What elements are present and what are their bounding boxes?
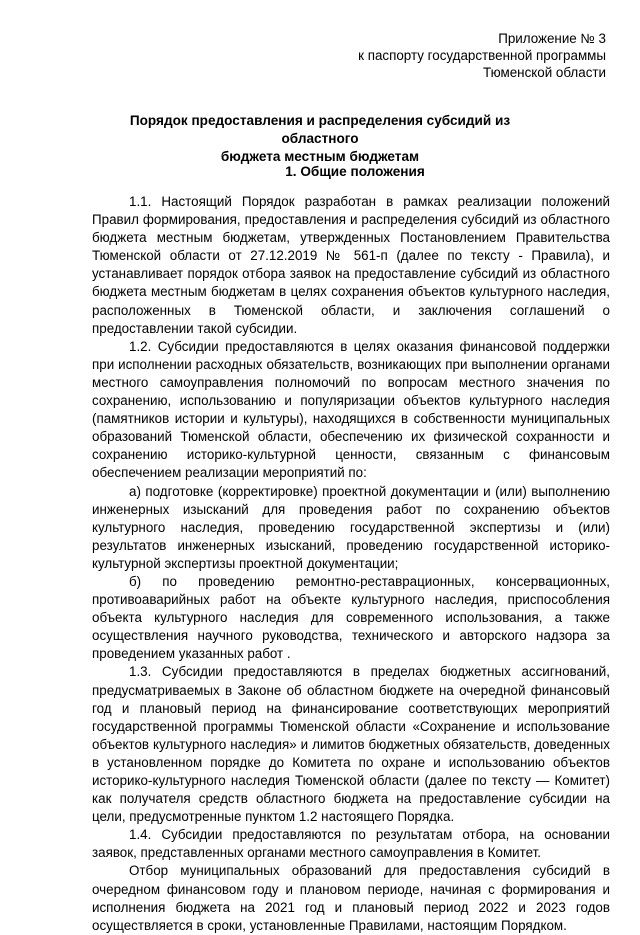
appendix-line-2: к паспорту государственной программы [358, 48, 606, 63]
appendix-line-3: Тюменской области [483, 65, 606, 80]
paragraph-1-2: 1.2. Субсидии предоставляются в целях оказания финансовой поддержки при исполнении расходных обязательств, возникающих при выполнении органами местного самоуправления полномочий по вопросам местного значения по сохранению, использованию и популяризации объектов культурного наследия (памятников истории и культуры), находящихся в собственности муниципальных образований Тюменской области, обеспечению их физической сохранности и сохранению историко-культурной ценности, связанным с финансовым обеспечением реализации мероприятий по: [92, 338, 610, 481]
document-title-line-1: Порядок предоставления и распределения субсидий из областного [129, 113, 511, 146]
appendix-line-1: Приложение № 3 [498, 31, 606, 46]
paragraph-item-a: а) подготовке (корректировке) проектной документации и (или) выполнению инженерных изысканий для проведения работ по сохранению объектов культурного наследия, проведению государственной экспертизы и (или) результатов инженерных изысканий, проведению государственной историко-культурной экспертизы проектной документации; [92, 483, 610, 571]
paragraph-1-3: 1.3. Субсидии предоставляются в пределах бюджетных ассигнований, предусматриваемых в Законе об областном бюджете на очередной финансовый год и плановый период на финансирование соответствующих мероприятий государственной программы Тюменской области «Сохранение и использование объектов культурного наследия» и лимитов бюджетных обязательств, доведенных в установленном порядке до Комитета по охране и использованию объектов историко-культурного наследия Тюменской области (далее по тексту — Комитет) как получателя средств областного бюджета на предоставление субсидии на цели, предусмотренные пунктом 1.2 настоящего Порядка. [92, 664, 610, 825]
section-heading: 1. Общие положения [285, 164, 425, 179]
paragraph-1-4: 1.4. Субсидии предоставляются по результатам отбора, на основании заявок, представленных органами местного самоуправления в Комитет. [92, 827, 610, 861]
paragraph-1-1: 1.1. Настоящий Порядок разработан в рамках реализации положений Правил формирования, предоставления и распределения субсидий из областного бюджета местным бюджетам, утвержденных Постановлением Правительства Тюменской области от 27.12.2019 № 561-п (далее по тексту - Правила), и устанавливает порядок отбора заявок на предоставление субсидий из областного бюджета местным бюджетам в целях сохранения объектов культурного наследия, расположенных в Тюменской области, и заключения соглашений о предоставлении такой субсидии. [92, 194, 610, 336]
appendix-header [286, 30, 606, 81]
document-title [100, 112, 540, 166]
document-body [92, 193, 610, 935]
document-title-line-2: бюджета местным бюджетам [220, 149, 420, 164]
paragraph-item-b: б) по проведению ремонтно-реставрационных, консервационных, противоаварийных работ на объекте культурного наследия, приспособления объекта культурного наследия для современного использования, а также осуществления научного руководства, технического и авторского надзора за проведением указанных работ . [92, 573, 610, 662]
paragraph-selection: Отбор муниципальных образований для предоставления субсидий в очередном финансовом году и плановом периоде, начиная с формирования и исполнения бюджета на 2021 год и плановый период 2022 и 2023 годов осуществляется в сроки, установленные Правилами, настоящим Порядком. [92, 863, 610, 933]
